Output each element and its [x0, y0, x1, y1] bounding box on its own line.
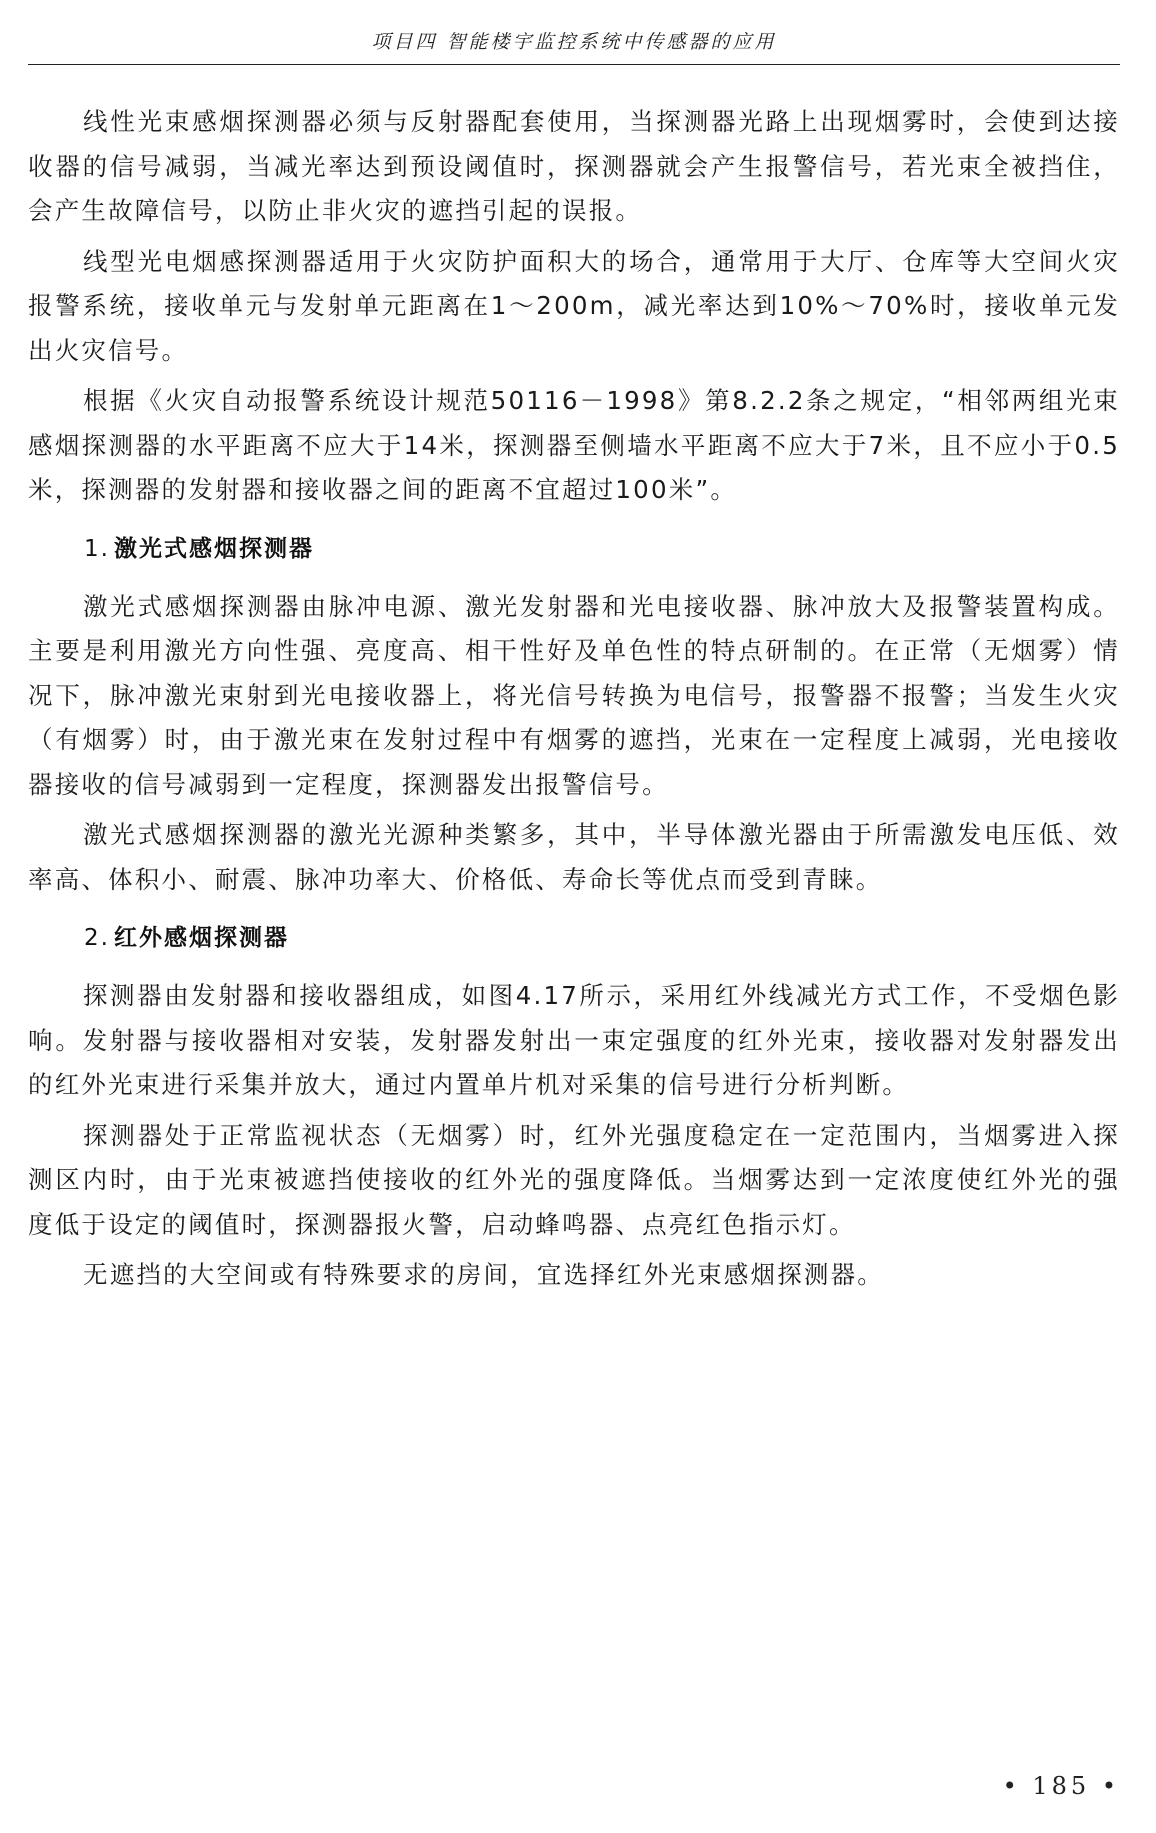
paragraph-laser-detector-principle: 激光式感烟探测器由脉冲电源、激光发射器和光电接收器、脉冲放大及报警装置构成。主要是利用激光方向性强、亮度高、相干性好及单色性的特点研制的。在正常（无烟雾）情况下，脉冲激光束射到光电接收器上，将光信号转换为电信号，报警器不报警；当发生火灾（有烟雾）时，由于激光束在发射过程中有烟雾的遮挡，光束在一定程度上减弱，光电接收器接收的信号减弱到一定程度，探测器发出报警信号。: [28, 591, 1120, 799]
running-header: [28, 20, 1120, 65]
paragraph-infrared-selection: 无遮挡的大空间或有特殊要求的房间，宜选择红外光束感烟探测器。: [83, 1260, 884, 1289]
section-heading-text: 红外感烟探测器: [113, 925, 289, 951]
section-heading-laser-detector: [28, 529, 1120, 569]
page-number: • 185 •: [1002, 1772, 1120, 1800]
section-heading-number: 1.: [84, 535, 110, 562]
paragraph-infrared-composition: 探测器由发射器和接收器组成，如图4.17所示，采用红外线减光方式工作，不受烟色影响。发射器与接收器相对安装，发射器发射出一束定强度的红外光束，接收器对发射器发出的红外光束进行采集并放大，通过内置单片机对采集的信号进行分析判断。: [28, 981, 1120, 1099]
section-heading-number: 2.: [84, 925, 110, 951]
section-heading-infrared-detector: [28, 918, 1120, 958]
running-header-title: 项目四 智能楼宇监控系统中传感器的应用: [371, 31, 777, 53]
section-heading-text: 激光式感烟探测器: [113, 535, 314, 562]
paragraph-linear-photoelectric-detector: 线型光电烟感探测器适用于火灾防护面积大的场合，通常用于大厅、仓库等大空间火灾报警系统，接收单元与发射单元距离在1～200m，减光率达到10%～70%时，接收单元发出火灾信号。: [28, 246, 1120, 365]
document-body: [28, 100, 1120, 1298]
paragraph-laser-light-source: 激光式感烟探测器的激光光源种类繁多，其中，半导体激光器由于所需激发电压低、效率高、体积小、耐震、脉冲功率大、价格低、寿命长等优点而受到青睐。: [28, 820, 1120, 894]
paragraph-infrared-monitoring: 探测器处于正常监视状态（无烟雾）时，红外光强度稳定在一定范围内，当烟雾进入探测区内时，由于光束被遮挡使接收的红外光的强度降低。当烟雾达到一定浓度使红外光的强度低于设定的阈值时，探测器报火警，启动蜂鸣器、点亮红色指示灯。: [28, 1120, 1120, 1239]
paragraph-linear-beam-detector: 线性光束感烟探测器必须与反射器配套使用，当探测器光路上出现烟雾时，会使到达接收器的信号减弱，当减光率达到预设阈值时，探测器就会产生报警信号，若光束全被挡住，会产生故障信号，以防止非火灾的遮挡引起的误报。: [28, 107, 1120, 225]
paragraph-design-code: 根据《火灾自动报警系统设计规范50116－1998》第8.2.2条之规定，“相邻两组光束感烟探测器的水平距离不应大于14米，探测器至侧墙水平距离不应大于7米，且不应小于0.5米，探测器的发射器和接收器之间的距离不宜超过100米”。: [28, 386, 1120, 504]
